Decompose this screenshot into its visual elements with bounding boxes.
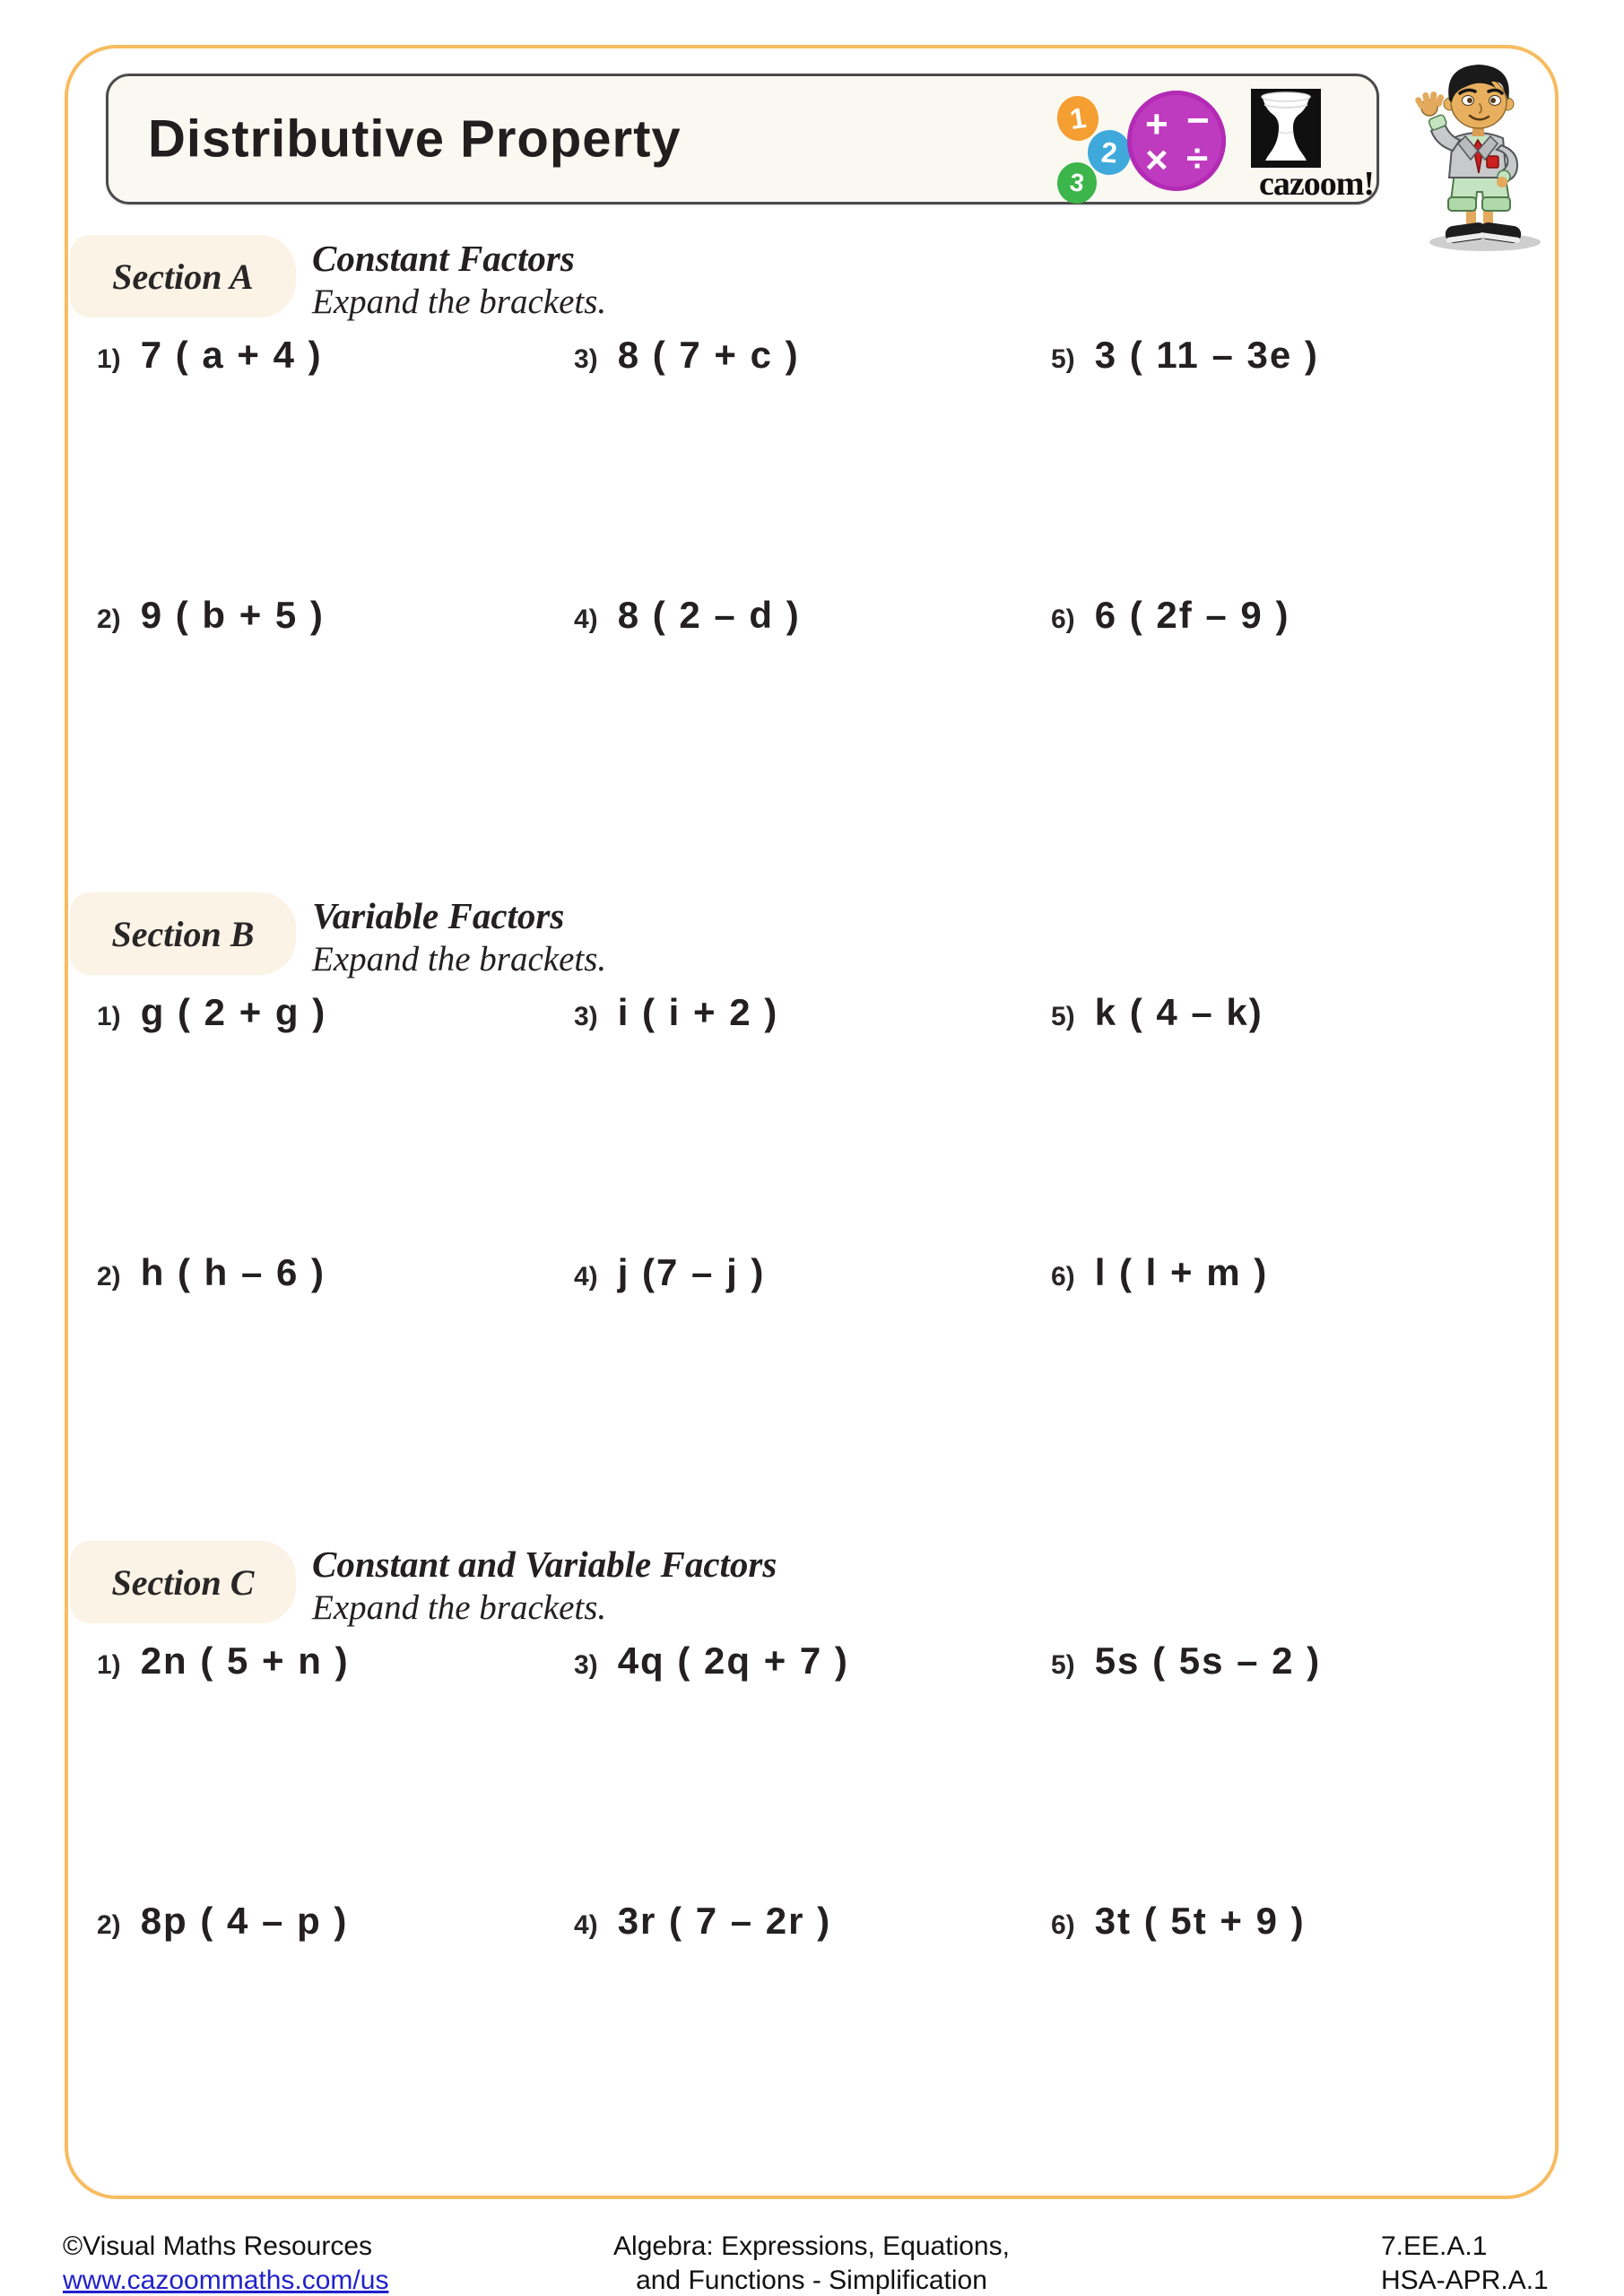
problem-expression: 8p ( 4 – p ) bbox=[140, 1900, 349, 1942]
topic-line-1: Algebra: Expressions, Equations, bbox=[613, 2231, 1010, 2261]
badge-2-label: 2 bbox=[1099, 135, 1119, 170]
problem-number: 2) bbox=[97, 1910, 121, 1940]
problem-number: 2) bbox=[97, 604, 121, 634]
topic-line-2: and Functions - Simplification bbox=[636, 2266, 987, 2295]
section-c-label-box bbox=[70, 1541, 296, 1623]
section-b-instruction: Expand the brackets. bbox=[312, 940, 607, 978]
minus-icon: − bbox=[1186, 99, 1210, 143]
section-b-label-box bbox=[70, 892, 296, 975]
footer-standards bbox=[1381, 2230, 1549, 2296]
standard-code-1: 7.EE.A.1 bbox=[1381, 2231, 1488, 2261]
badge-1-label: 1 bbox=[1067, 100, 1089, 136]
problem-number: 4) bbox=[574, 1262, 598, 1292]
problem-expression: l ( l + m ) bbox=[1094, 1251, 1269, 1293]
math-operations-icon bbox=[1127, 91, 1226, 191]
copyright-text: ©Visual Maths Resources bbox=[63, 2231, 373, 2261]
problem-expression: 9 ( b + 5 ) bbox=[140, 594, 325, 636]
cazoom-brand-text: cazoom! bbox=[1258, 165, 1375, 203]
problem-expression: 6 ( 2f – 9 ) bbox=[1094, 594, 1290, 636]
problem-number: 6) bbox=[1051, 1910, 1075, 1940]
problem-a1 bbox=[97, 334, 323, 377]
page-title: Distributive Property bbox=[148, 109, 682, 169]
problem-c3 bbox=[574, 1639, 849, 1683]
section-a-row-1 bbox=[0, 334, 1624, 387]
problem-expression: 5s ( 5s – 2 ) bbox=[1094, 1639, 1322, 1682]
section-a-heading: Constant Factors bbox=[312, 238, 575, 279]
problem-expression: 7 ( a + 4 ) bbox=[140, 334, 323, 376]
problem-number: 5) bbox=[1051, 1002, 1075, 1031]
section-c-instruction: Expand the brackets. bbox=[312, 1588, 607, 1627]
problem-b3 bbox=[574, 991, 778, 1034]
problem-number: 2) bbox=[97, 1262, 121, 1292]
problem-expression: h ( h – 6 ) bbox=[140, 1251, 326, 1293]
problem-expression: 4q ( 2q + 7 ) bbox=[617, 1639, 849, 1682]
problem-number: 4) bbox=[574, 604, 598, 634]
problem-expression: 8 ( 2 – d ) bbox=[617, 594, 801, 636]
problem-expression: 3r ( 7 – 2r ) bbox=[617, 1900, 832, 1942]
standard-code-2: HSA-APR.A.1 bbox=[1381, 2266, 1549, 2295]
section-a-label: Section A bbox=[112, 256, 254, 297]
problem-number: 1) bbox=[97, 1650, 121, 1680]
problem-a3 bbox=[574, 334, 800, 377]
problem-c5 bbox=[1051, 1639, 1321, 1683]
problem-a5 bbox=[1051, 334, 1319, 377]
section-c-label: Section C bbox=[111, 1561, 255, 1603]
problem-c6 bbox=[1051, 1900, 1306, 1943]
problem-number: 6) bbox=[1051, 1262, 1075, 1292]
section-c-row-1 bbox=[0, 1639, 1624, 1693]
plus-icon: + bbox=[1145, 102, 1168, 146]
problem-a4 bbox=[574, 594, 801, 637]
footer-topic bbox=[453, 2230, 1170, 2296]
section-b-row-1 bbox=[0, 991, 1624, 1045]
problem-expression: g ( 2 + g ) bbox=[140, 991, 327, 1033]
problem-number: 6) bbox=[1051, 604, 1075, 634]
problem-c4 bbox=[574, 1900, 831, 1943]
badge-3-label: 3 bbox=[1068, 168, 1086, 197]
problem-expression: i ( i + 2 ) bbox=[617, 991, 779, 1033]
problem-number: 5) bbox=[1051, 1650, 1075, 1680]
problem-expression: 3t ( 5t + 9 ) bbox=[1094, 1900, 1306, 1942]
section-b-label: Section B bbox=[111, 913, 255, 954]
section-b-heading: Variable Factors bbox=[312, 895, 565, 936]
problem-number: 3) bbox=[574, 344, 598, 374]
problem-b2 bbox=[97, 1251, 326, 1294]
problem-a6 bbox=[1051, 594, 1290, 637]
section-c-heading: Constant and Variable Factors bbox=[312, 1544, 777, 1585]
cazoommaths-link[interactable]: www.cazoommaths.com/us bbox=[63, 2266, 389, 2295]
section-a-label-box bbox=[70, 235, 296, 317]
section-b-row-2 bbox=[0, 1251, 1624, 1305]
problem-b1 bbox=[97, 991, 326, 1034]
problem-number: 5) bbox=[1051, 344, 1075, 374]
problem-c2 bbox=[97, 1900, 348, 1943]
problem-expression: k ( 4 – k) bbox=[1094, 991, 1264, 1033]
problem-number: 1) bbox=[97, 1002, 121, 1031]
problem-expression: 3 ( 11 – 3e ) bbox=[1094, 334, 1319, 376]
problem-number: 4) bbox=[574, 1910, 598, 1940]
title-box bbox=[106, 74, 1379, 204]
multiply-icon: × bbox=[1145, 138, 1168, 182]
problem-expression: 8 ( 7 + c ) bbox=[617, 334, 800, 376]
problem-number: 1) bbox=[97, 344, 121, 374]
section-a-row-2 bbox=[0, 594, 1624, 648]
problem-c1 bbox=[97, 1639, 350, 1683]
section-a-instruction: Expand the brackets. bbox=[312, 283, 607, 321]
problem-b5 bbox=[1051, 991, 1264, 1034]
section-c-row-2 bbox=[0, 1900, 1624, 1953]
problem-expression: 2n ( 5 + n ) bbox=[140, 1639, 350, 1682]
problem-expression: j (7 – j ) bbox=[617, 1251, 766, 1293]
problem-number: 3) bbox=[574, 1650, 598, 1680]
problem-a2 bbox=[97, 594, 325, 637]
problem-number: 3) bbox=[574, 1002, 598, 1031]
cazoom-drum-icon bbox=[1251, 89, 1321, 168]
divide-icon: ÷ bbox=[1186, 136, 1209, 180]
number-2-badge-icon bbox=[1086, 128, 1132, 176]
mascot-boy-illustration bbox=[1395, 50, 1559, 258]
problem-b6 bbox=[1051, 1251, 1268, 1294]
problem-b4 bbox=[574, 1251, 765, 1294]
footer-left bbox=[63, 2230, 388, 2296]
